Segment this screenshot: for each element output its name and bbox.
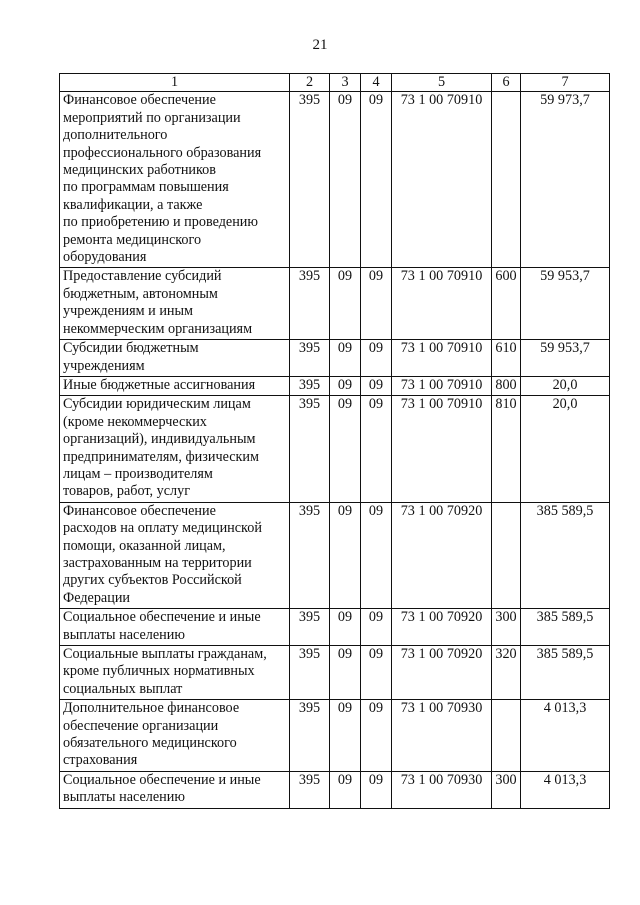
row-name	[60, 700, 290, 772]
row-name-line: Социальные выплаты гражданам,	[63, 646, 267, 662]
expense-type-code: 600	[492, 268, 521, 340]
row-name-line: Иные бюджетные ассигнования	[63, 376, 256, 393]
row-name-line: учреждениям и иным	[63, 303, 194, 320]
amount: 59 953,7	[521, 340, 610, 377]
row-name-line: товаров, работ, услуг	[63, 483, 191, 500]
row-name	[60, 396, 290, 502]
row-name-line: Социальное обеспечение и иные	[63, 771, 261, 788]
ministry-code: 395	[290, 646, 330, 700]
column-header: 1	[60, 74, 290, 92]
table-row	[60, 376, 610, 395]
row-name	[60, 376, 290, 395]
expense-type-code	[492, 92, 521, 268]
ministry-code: 395	[290, 92, 330, 268]
ministry-code: 395	[290, 609, 330, 646]
column-header: 5	[392, 74, 492, 92]
expense-type-code: 300	[492, 771, 521, 808]
target-code: 73 1 00 70920	[392, 502, 492, 608]
row-name-line: предпринимателям, физическим	[63, 448, 259, 465]
table-header-row	[60, 74, 610, 92]
row-name-line: учреждениям	[63, 357, 145, 374]
expense-type-code	[492, 502, 521, 608]
subsection-code: 09	[361, 771, 392, 808]
table-row	[60, 700, 610, 772]
expense-type-code: 810	[492, 396, 521, 502]
column-header: 7	[521, 74, 610, 92]
target-code: 73 1 00 70930	[392, 771, 492, 808]
row-name-line: социальных выплат	[63, 680, 183, 697]
row-name-line: помощи, оказанной лицам,	[63, 537, 226, 554]
row-name	[60, 340, 290, 377]
section-code: 09	[330, 646, 361, 700]
subsection-code: 09	[361, 268, 392, 340]
row-name-line: Субсидии юридическим лицам	[63, 396, 251, 413]
expense-type-code: 610	[492, 340, 521, 377]
amount: 385 589,5	[521, 646, 610, 700]
row-name-line: профессионального образования	[63, 144, 262, 161]
row-name-line: выплаты населению	[63, 789, 185, 806]
row-name-line: медицинских работников	[63, 162, 216, 179]
row-name-line: мероприятий по организации	[63, 109, 241, 126]
ministry-code: 395	[290, 268, 330, 340]
table-row	[60, 92, 610, 268]
target-code: 73 1 00 70910	[392, 340, 492, 377]
row-name	[60, 502, 290, 608]
section-code: 09	[330, 771, 361, 808]
amount: 385 589,5	[521, 502, 610, 608]
row-name-line: некоммерческим организациям	[63, 320, 253, 337]
row-name-line: выплаты населению	[63, 626, 185, 643]
row-name-line: организаций), индивидуальным	[63, 431, 256, 448]
subsection-code: 09	[361, 340, 392, 377]
target-code: 73 1 00 70930	[392, 700, 492, 772]
section-code: 09	[330, 340, 361, 377]
column-header: 2	[290, 74, 330, 92]
row-name	[60, 771, 290, 808]
ministry-code: 395	[290, 340, 330, 377]
row-name-line: оборудования	[63, 249, 147, 266]
expense-type-code: 320	[492, 646, 521, 700]
row-name	[60, 646, 290, 700]
expense-type-code	[492, 700, 521, 772]
table-row	[60, 646, 610, 700]
subsection-code: 09	[361, 376, 392, 395]
ministry-code: 395	[290, 396, 330, 502]
amount: 59 973,7	[521, 92, 610, 268]
section-code: 09	[330, 502, 361, 608]
row-name-line: Субсидии бюджетным	[63, 340, 199, 357]
section-code: 09	[330, 92, 361, 268]
row-name-line: Финансовое обеспечение	[63, 502, 216, 519]
ministry-code: 395	[290, 771, 330, 808]
row-name-line: застрахованным на территории	[63, 554, 252, 571]
expense-type-code: 300	[492, 609, 521, 646]
column-header: 6	[492, 74, 521, 92]
table-row	[60, 609, 610, 646]
row-name-line: расходов на оплату медицинской	[63, 520, 262, 537]
section-code: 09	[330, 376, 361, 395]
row-name-line: по приобретению и проведению	[63, 214, 258, 231]
row-name-line: квалификации, а также	[63, 196, 203, 213]
table-row	[60, 268, 610, 340]
row-name-line: Дополнительное финансовое	[63, 700, 240, 717]
table-row	[60, 396, 610, 502]
subsection-code: 09	[361, 700, 392, 772]
amount: 4 013,3	[521, 700, 610, 772]
subsection-code: 09	[361, 646, 392, 700]
target-code: 73 1 00 70910	[392, 396, 492, 502]
row-name-line: кроме публичных нормативных	[63, 663, 255, 680]
ministry-code: 395	[290, 700, 330, 772]
table-row	[60, 771, 610, 808]
page-number: 21	[312, 37, 328, 53]
row-name-line: Предоставление субсидий	[63, 268, 222, 285]
row-name-line: обязательного медицинского	[63, 735, 237, 752]
table-row	[60, 340, 610, 377]
row-name-line: по программам повышения	[63, 179, 229, 196]
row-name-line: других субъектов Российской	[63, 572, 242, 589]
row-name-line: лицам – производителям	[63, 465, 213, 482]
ministry-code: 395	[290, 376, 330, 395]
section-code: 09	[330, 700, 361, 772]
subsection-code: 09	[361, 92, 392, 268]
row-name	[60, 268, 290, 340]
amount: 385 589,5	[521, 609, 610, 646]
row-name-line: Социальное обеспечение и иные	[63, 609, 261, 626]
row-name	[60, 609, 290, 646]
target-code: 73 1 00 70910	[392, 92, 492, 268]
section-code: 09	[330, 268, 361, 340]
row-name-line: Федерации	[63, 589, 131, 606]
row-name-line: ремонта медицинского	[63, 231, 202, 248]
section-code: 09	[330, 396, 361, 502]
budget-table	[59, 73, 610, 809]
target-code: 73 1 00 70920	[392, 646, 492, 700]
expense-type-code: 800	[492, 376, 521, 395]
row-name-line: обеспечение организации	[63, 717, 219, 734]
target-code: 73 1 00 70920	[392, 609, 492, 646]
column-header: 4	[361, 74, 392, 92]
table-row	[60, 502, 610, 608]
subsection-code: 09	[361, 609, 392, 646]
row-name	[60, 92, 290, 268]
ministry-code: 395	[290, 502, 330, 608]
row-name-line: бюджетным, автономным	[63, 285, 218, 302]
row-name-line: Финансовое обеспечение	[63, 92, 216, 109]
amount: 20,0	[521, 376, 610, 395]
row-name-line: (кроме некоммерческих	[63, 413, 207, 430]
amount: 4 013,3	[521, 771, 610, 808]
subsection-code: 09	[361, 396, 392, 502]
row-name-line: страхования	[63, 752, 138, 769]
section-code: 09	[330, 609, 361, 646]
target-code: 73 1 00 70910	[392, 376, 492, 395]
amount: 20,0	[521, 396, 610, 502]
row-name-line: дополнительного	[63, 127, 168, 144]
amount: 59 953,7	[521, 268, 610, 340]
subsection-code: 09	[361, 502, 392, 608]
target-code: 73 1 00 70910	[392, 268, 492, 340]
column-header: 3	[330, 74, 361, 92]
